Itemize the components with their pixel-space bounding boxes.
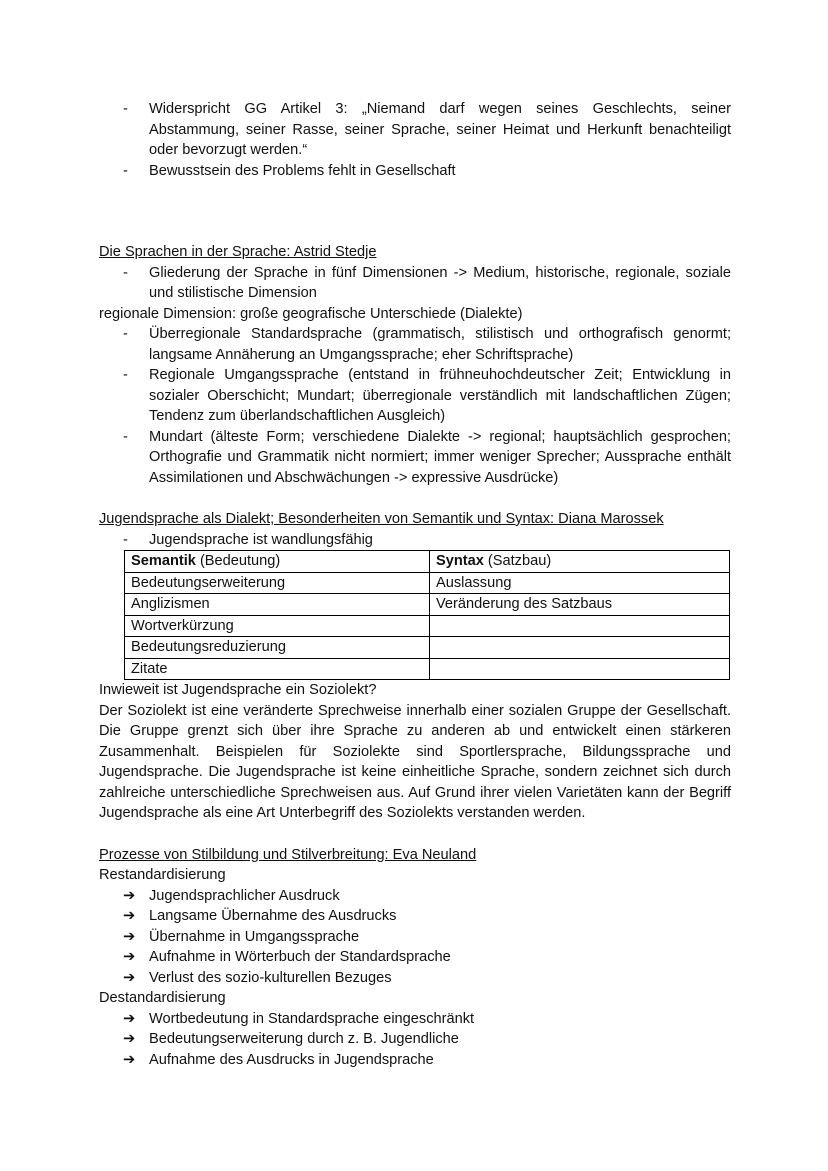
list-item-text: Mundart (älteste Form; verschiedene Dialekte -> regional; hauptsächlich gesprochen; Orthografie und Grammatik nicht normiert; immer weniger Sprecher; Aussprache enthält Assimilationen und Abschwächungen -> expressive Ausdrücke)	[149, 428, 731, 486]
list-item-text: Bewusstsein des Problems fehlt in Gesellschaft	[149, 162, 456, 179]
list-item-text: Jugendsprache ist wandlungsfähig	[149, 531, 373, 548]
table-cell	[430, 658, 730, 680]
list-item-text: Bedeutungserweiterung durch z. B. Jugendliche	[149, 1031, 459, 1047]
youth-language-list	[99, 530, 731, 551]
list-item-text: Widerspricht GG Artikel 3: „Niemand darf wegen seines Geschlechts, seiner Abstammung, seiner Rasse, seiner Sprache, seiner Heimat und Herkunft benachteiligt oder bevorzugt werden.“	[149, 101, 731, 158]
arrow-right-icon: ➔	[123, 969, 136, 986]
list-item	[99, 427, 731, 489]
list-item-text: Regionale Umgangssprache (entstand in frühneuhochdeutscher Zeit; Entwicklung in sozialer Oberschicht; Mundart; überregionale verständlich mit landschaftlichen Zügen; Tendenz zum überlandschaftlichen Ausgleich)	[149, 367, 731, 424]
list-item	[99, 906, 731, 927]
list-item	[99, 1029, 731, 1050]
restandardisierung-label: Restandardisierung	[99, 867, 226, 883]
gg-article-list	[99, 99, 731, 181]
list-item-text: Wortbedeutung in Standardsprache eingeschränkt	[149, 1010, 475, 1027]
dimensions-list	[99, 263, 731, 304]
dash-bullet: -	[123, 326, 128, 342]
section-heading-stedje: Die Sprachen in der Sprache: Astrid Stedje	[99, 244, 377, 260]
table-row	[125, 637, 730, 659]
list-item-text: Aufnahme des Ausdrucks in Jugendsprache	[149, 1051, 434, 1068]
list-item	[99, 161, 731, 182]
table-row	[125, 594, 730, 616]
table-header-cell: Syntax (Satzbau)	[430, 551, 730, 573]
arrow-right-icon: ➔	[123, 1031, 136, 1047]
list-item-text: Gliederung der Sprache in fünf Dimensionen -> Medium, historische, regionale, soziale und stilistische Dimension	[149, 264, 731, 301]
document-content	[99, 99, 731, 1070]
list-item-text: Überregionale Standardsprache (grammatisch, stilistisch und orthografisch genormt; langsame Annäherung an Umgangssprache; eher Schriftsprache)	[149, 326, 731, 363]
list-item	[99, 324, 731, 365]
arrow-right-icon: ➔	[123, 887, 136, 904]
arrow-right-icon: ➔	[123, 1051, 136, 1068]
destandardisierung-list	[99, 1009, 731, 1071]
destandardisierung-label: Destandardisierung	[99, 990, 226, 1006]
dash-bullet: -	[123, 162, 128, 179]
list-item	[99, 886, 731, 907]
list-item	[99, 1009, 731, 1030]
table-cell	[430, 637, 730, 659]
restandardisierung-list	[99, 886, 731, 989]
soziolekt-question: Inwieweit ist Jugendsprache ein Soziolekt?	[99, 682, 377, 698]
list-item-text: Aufnahme in Wörterbuch der Standardsprache	[149, 949, 451, 965]
table-row	[125, 615, 730, 637]
table-cell: Auslassung	[430, 572, 730, 594]
dash-bullet: -	[123, 101, 128, 117]
table-cell: Bedeutungserweiterung	[125, 572, 430, 594]
list-item	[99, 927, 731, 948]
list-item	[99, 530, 731, 551]
table-cell: Wortverkürzung	[125, 615, 430, 637]
list-item-text: Verlust des sozio-kulturellen Bezuges	[149, 969, 392, 986]
dash-bullet: -	[123, 428, 128, 445]
table-cell: Veränderung des Satzbaus	[430, 594, 730, 616]
dash-bullet: -	[123, 264, 128, 281]
dash-bullet: -	[123, 531, 128, 548]
dash-bullet: -	[123, 367, 128, 383]
regional-dimension-intro: regionale Dimension: große geografische Unterschiede (Dialekte)	[99, 305, 523, 322]
list-item	[99, 968, 731, 989]
list-item-text: Langsame Übernahme des Ausdrucks	[149, 908, 397, 924]
list-item	[99, 1050, 731, 1071]
table-row	[125, 658, 730, 680]
table-header-row	[125, 551, 730, 573]
section-heading-neuland: Prozesse von Stilbildung und Stilverbreitung: Eva Neuland	[99, 846, 477, 863]
list-item-text: Jugendsprachlicher Ausdruck	[149, 887, 340, 904]
arrow-right-icon: ➔	[123, 908, 136, 924]
list-item-text: Übernahme in Umgangssprache	[149, 928, 360, 945]
arrow-right-icon: ➔	[123, 949, 136, 965]
table-cell: Bedeutungsreduzierung	[125, 637, 430, 659]
list-item	[99, 947, 731, 968]
list-item	[99, 365, 731, 427]
arrow-right-icon: ➔	[123, 928, 136, 945]
table-cell: Zitate	[125, 658, 430, 680]
table-row	[125, 572, 730, 594]
semantics-syntax-table	[124, 550, 730, 680]
table-header-cell: Semantik (Bedeutung)	[125, 551, 430, 573]
soziolekt-paragraph: Der Soziolekt ist eine veränderte Sprechweise innerhalb einer sozialen Gruppe der Gesellschaft. Die Gruppe grenzt sich über ihre Sprache zu anderen ab und entwickelt einen stärkeren Zusammenhalt. Beispielen für Soziolekte sind Sportlersprache, Bildungssprache und Jugendsprache. Die Jugendsprache ist keine einheitliche Sprache, sondern zeichnet sich durch zahlreiche unterschiedliche Sprechweisen aus. Auf Grund ihrer vielen Varietäten kann der Begriff Jugendsprache als eine Art Unterbegriff des Soziolekts verstanden werden.	[99, 702, 731, 821]
list-item	[99, 99, 731, 161]
regional-forms-list	[99, 324, 731, 488]
list-item	[99, 263, 731, 304]
table-cell: Anglizismen	[125, 594, 430, 616]
section-heading-marossek: Jugendsprache als Dialekt; Besonderheiten von Semantik und Syntax: Diana Marossek	[99, 511, 664, 527]
arrow-right-icon: ➔	[123, 1010, 136, 1027]
table-cell	[430, 615, 730, 637]
